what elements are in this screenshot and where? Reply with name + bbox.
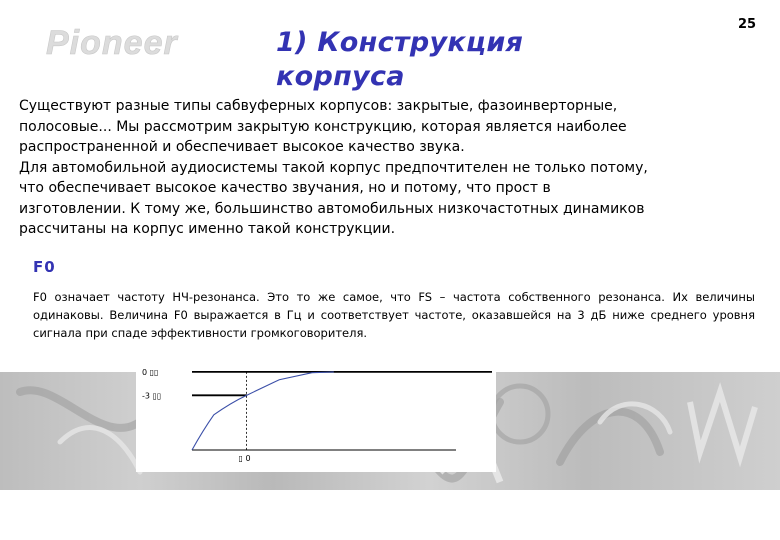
chart-svg — [136, 354, 496, 472]
logo-text: Pioneer — [46, 24, 178, 60]
slide-title: 1) Конструкция корпуса — [276, 27, 524, 92]
y-tick-label-minus3db: -3 ▯▯ — [142, 391, 162, 401]
page-number: 25 — [738, 17, 757, 32]
series-curve — [192, 372, 334, 450]
intro-paragraph: Существуют разные типы сабвуферных корпусов: закрытые, фазоинверторные, полосовые... Мы рассмотрим закрытую конструкцию, которая является наиболее распространенной и обеспечивает высокое качество звука. Для автомобильной аудиосистемы такой корпус предпочтителен не только потому, что обеспечивает высокое качество звучания, но и потому, что прост в изготовлении. К тому же, большинство автомобильных низкочастотных динамиков рассчитаны на корпус именно такой конструкции. — [19, 98, 648, 237]
frequency-response-chart — [136, 354, 496, 472]
f0-description: F0 означает частоту НЧ-резонанса. Это то же самое, что FS – частота собственного резонанса. Их величины одинаковы. Величина F0 выражается в Гц и соответствует частоте, оказавшейся на 3 дБ ниже среднего уровня сигнала при спаде эффективности громкоговорителя. — [33, 290, 755, 340]
y-tick-label-0db: 0 ▯▯ — [142, 367, 159, 377]
x-tick-label-f0: ▯ 0 — [238, 454, 251, 463]
section-heading-f0: F0 — [33, 258, 56, 276]
pioneer-logo — [44, 24, 244, 60]
